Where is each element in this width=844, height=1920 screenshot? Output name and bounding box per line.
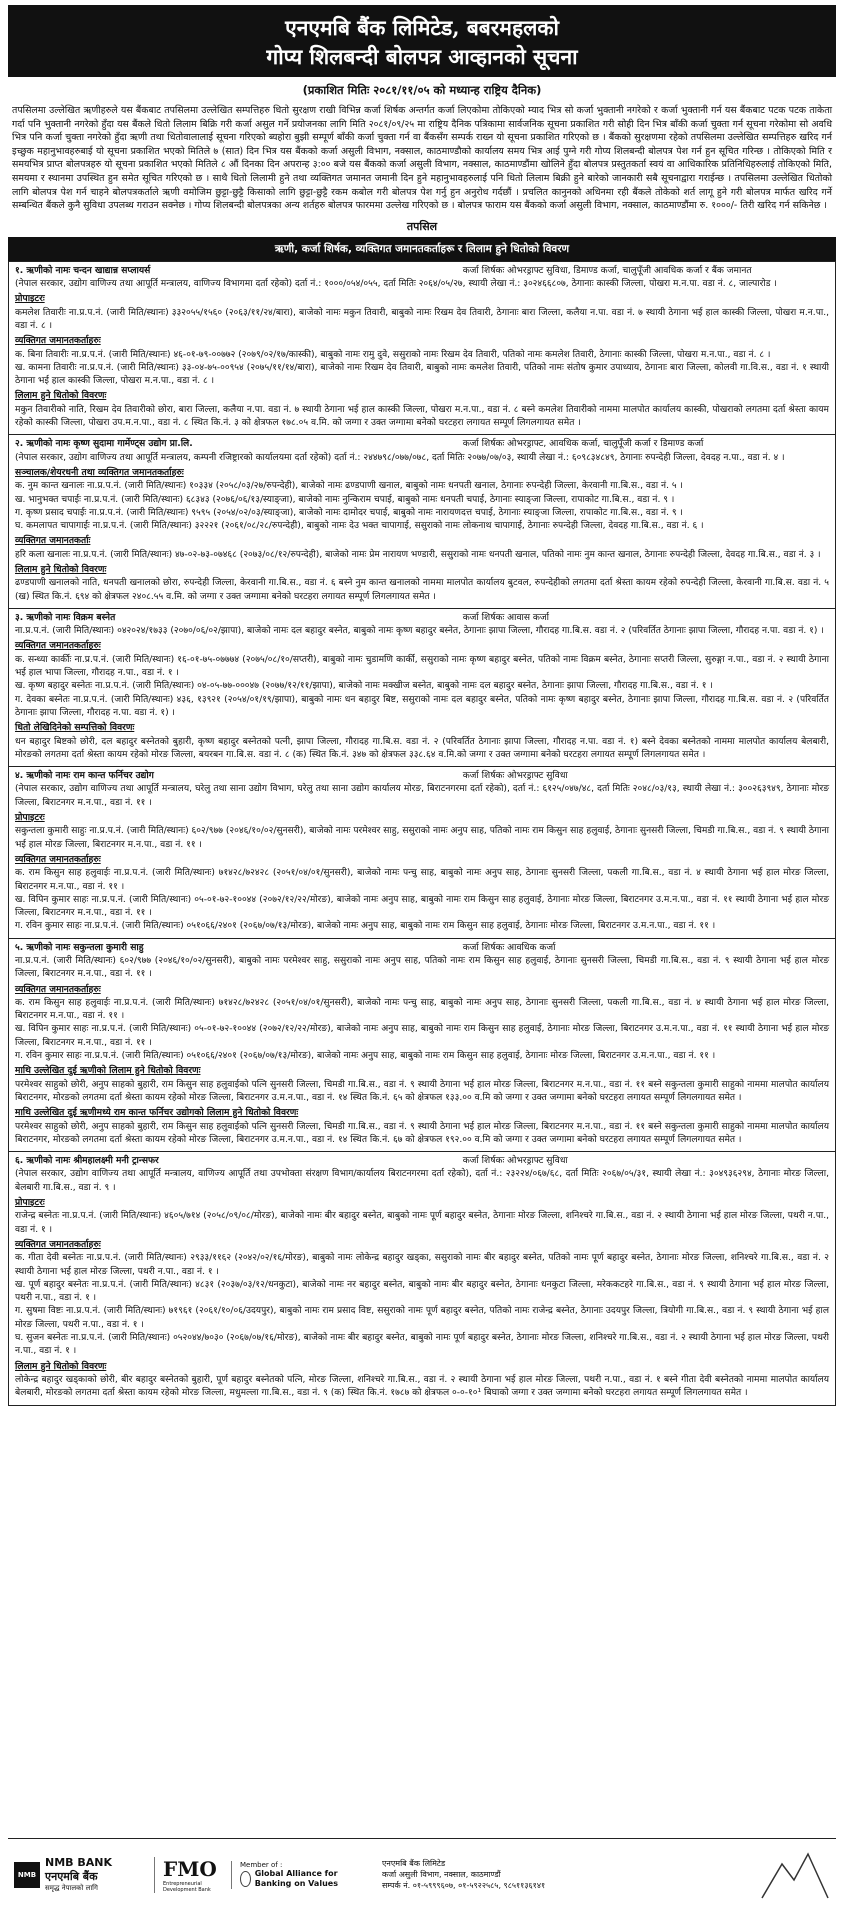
borrower-name: १. ऋणीको नामः चन्दन खाद्यान्न सप्लायर्स bbox=[15, 265, 151, 276]
block-item: क. राम किसुन साह हलुवाईः ना.प्र.प.नं. (जारी मिति/स्थानः) ७१४२८/७२४२८ (२०५१/०४/०१/सुनसरी), बाजेको नामः पन्चु साह, बाबुको नामः अनुप साह, ठेगानाः सुनसरी जिल्ला, पकली गा.बि.स., वडा नं. ४ स्थायी ठेगाना भई हाल मोरङ जिल्ला, बिराटनगर म.न.पा., वडा नं. ११ । bbox=[15, 997, 829, 1022]
notice-title-line1: एनएमबि बैंक लिमिटेड, बबरमहलको bbox=[285, 15, 559, 40]
block-item: ख. भानुभक्त चपाईः ना.प्र.प.नं. (जारी मिति/स्थानः) ६८३४३ (२०७६/०६/१३/स्याङ्जा), बाजेको नामः नुन्किराम चपाई, बाबुको नामः धनपती चपाई, ठेगानाः स्याङ्जा जिल्ला, रापाकोट गा.बि.स., वडा नं. ९ । bbox=[15, 494, 675, 505]
block-item: हरि कला खनालः ना.प्र.प.नं. (जारी मिति/स्थानः) ४७-०२-७३-०७४६८ (२०७३/०८/१२/रुपन्देही), बाजेको नामः प्रेम नारायण भण्डारी, ससुराको नामः धनपती खनाल, पतिको नामः नुम कान्त खनाल, ठेगानाः रुपन्देही जिल्ला, देवदह गा.बि.स., वडा नं. ३ । bbox=[15, 549, 821, 560]
block-item: ग. देवका बस्नेतः ना.प्र.प.नं. (जारी मिति/स्थानः) ४३६, १३९२१ (२०५४/०१/१९/झापा), बाबुको नामः धन बहादुर बिष्ट, ससुराको नामः दल बहादुर बस्नेत, पतिको नामः कृष्ण बहादुर बस्नेत, ठेगानाः झापा जिल्ला, गौरादह गा.बि.स. वडा नं. २ (परिवर्तित ठेगानाः झापा जिल्ला, गौरादह न.पा. वडा नं. १) । bbox=[15, 694, 829, 718]
borrower-name: २. ऋणीको नामः कृष्ण सुदामा गार्मेण्ट्स उद्योग प्रा.लि. bbox=[15, 439, 193, 450]
block-item: धन बहादुर बिष्टको छोरी, दल बहादुर बस्नेतको बुहारी, कृष्ण बहादुर बस्नेतको पत्नी, झापा जिल्ला, गौरादह गा.बि.स. वडा नं. २ (परिवर्तित ठेगानाः झापा जिल्ला, गौरादह न.पा. वडा नं. १) बस्ने देवका बस्नेतको नाममा मालपोत कार्यालय बेलबारी, मोरङको लगतमा दर्ता श्रेस्ता कायम रहेको मोरङ जिल्ला, बयरबन गा.बि.स. वडा नं. ८ (क) स्थित कि.नं. ३४७ को क्षेत्रफल ३३८.६४ व.मि.को जग्गा र उक्त जग्गामा बनेको घरटहरा लगायत सम्पूर्ण लिगलगायत समेत । bbox=[15, 736, 829, 760]
block-item: परमेश्वर साहुको छोरी, अनुप साहको बुहारी, राम किसुन साह हलुवाईको पत्नि सुनसरी जिल्ला, चिमडी गा.बि.स., वडा नं. ९ स्थायी ठेगाना भई हाल मोरङ जिल्ला, बिराटनगर म.न.पा., वडा नं. ११ बस्ने सकुन्तला कुमारी साहुको नाममा मालपोत कार्यालय बिराटनगर, मोरङको लगतमा दर्ता श्रेस्ता कायम रहेको मोरङ जिल्ला, बिराटनगर उ.म.न.पा., वडा नं. १४ स्थित कि.नं. ६७ को क्षेत्रफल १९२.०० व.मि को जग्गा र उक्त जग्गामा बनेको घरटहरा लगायत सम्पूर्ण लिगलगायत समेत । bbox=[15, 1121, 829, 1145]
borrower-heading-row bbox=[15, 612, 829, 625]
borrower-section bbox=[9, 1152, 835, 1404]
block-item: कमलेश तिवारीः ना.प्र.प.नं. (जारी मिति/स्थानः) ३३२०५५/१५६० (२०६३/११/२४/बारा), बाजेको नामः मकुन तिवारी, बाबुको नामः रिखम देव तिवारी, ठेगानाः बारा जिल्ला, कलैया न.पा. वडा नं. ७ स्थायी ठेगाना भई हाल कास्की जिल्ला, पोखरा म.न.पा., वडा नं. ८ । bbox=[15, 307, 829, 331]
loan-title: कर्जा शिर्षकः ओभरड्राफ्ट सुविधा bbox=[462, 1156, 568, 1167]
borrower-section bbox=[9, 767, 835, 939]
block-item: ख. कामना तिवारीः ना.प्र.प.नं. (जारी मिति/स्थानः) ३३-०४-७५-००९५४ (२०७५/११/१४/बारा), बाजेको नामः रिखम देव तिवारी, बाबुको नामः कमलेश तिवारी, पतिको नामः संतोष कुमार उपाध्याय, ठेगानाः बारा जिल्ला, कोलवी गा.वि.स., वडा नं. १ स्थायी ठेगाना भई हाल कास्की जिल्ला, पोखरा म.न.पा., वडा नं. ८ । bbox=[15, 362, 829, 387]
fmo-brand bbox=[154, 1857, 231, 1893]
footer bbox=[8, 1838, 836, 1910]
block-title: लिलाम हुने धितोको विवरणः bbox=[15, 391, 107, 402]
borrower-registration: (नेपाल सरकार, उद्योग वाणिज्य तथा आपूर्ति मन्त्रालय, वाणिज्य विभागमा दर्ता रहेको) दर्ता नं.: १०००/०५४/०५५, दर्ता मितिः २०६४/०५/२७, स्थायी लेखा नं.: ३०२४६६८०७, ठेगानाः कास्की जिल्ला, पोखरा म.न.पा. वडा नं. ८, जाल्पारोड । bbox=[15, 279, 777, 290]
block-item: क. राम किसुन साह हलुवाईः ना.प्र.प.नं. (जारी मिति/स्थानः) ७१४२८/७२४२८ (२०५१/०४/०१/सुनसरी), बाजेको नामः पन्चु साह, बाबुको नामः अनुप साह, ठेगानाः सुनसरी जिल्ला, पकली गा.बि.स., वडा नं. ४ स्थायी ठेगाना भई हाल मोरङ जिल्ला, बिराटनगर म.न.पा., वडा नं. ११ । bbox=[15, 868, 829, 892]
borrower-table bbox=[8, 261, 836, 1406]
block-title: व्यक्तिगत जमानतकर्ताहरुः bbox=[15, 1239, 101, 1250]
bank-address bbox=[368, 1858, 760, 1891]
block-title: व्यक्तिगत जमानतकर्ताहरुः bbox=[15, 984, 101, 995]
block-item: राजेन्द्र बस्नेतः ना.प्र.प.नं. (जारी मिति/स्थानः) ४६०५/७१४ (२०५८/०९/०८/मोरङ), बाजेको नामः बीर बहादुर बस्नेत, बाबुको नामः पूर्ण बहादुर बस्नेत, ठेगानाः मोरङ जिल्ला, शनिश्चरे गा.बि.स., वडा नं. २ स्थायी ठेगाना भई हाल मोरङ जिल्ला, पथरी न.पा., वडा नं. १ । bbox=[15, 1211, 829, 1235]
block-title: प्रोपाइटरः bbox=[15, 1198, 45, 1209]
borrower-heading-row bbox=[15, 265, 829, 278]
block-title: प्रोपाइटरः bbox=[15, 813, 45, 824]
loan-title: कर्जा शिर्षकः आवास कर्जा bbox=[462, 612, 550, 623]
block-title: माथि उल्लेखित दुई ऋणीमध्ये राम कान्त फर्निचर उद्योगको लिलाम हुने धितोको विवरणः bbox=[15, 1108, 299, 1119]
borrower-heading-row bbox=[15, 770, 829, 783]
table-header: ऋणी, कर्जा शिर्षक, व्यक्तिगत जमानतकर्ताहरू र लिलाम हुने धितोको विवरण bbox=[8, 237, 836, 261]
loan-title: कर्जा शिर्षकः ओभरड्राफ्ट सुविधा bbox=[462, 771, 568, 782]
nmb-logo-icon: NMB bbox=[14, 1862, 40, 1888]
gabv-text: Global Alliance for Banking on Values bbox=[254, 1868, 338, 1888]
publish-date: (प्रकाशित मितिः २०८१/११/०५ को मध्यान्ह राष्ट्रिय दैनिक) bbox=[302, 83, 542, 97]
intro-paragraph: तपसिलमा उल्लेखित ऋणीहरुले यस बैंकबाट तपसिलमा उल्लेखित सम्पत्तिहरु धितो सुरक्षण राखी विभिन्न कर्जा शिर्षक अन्तर्गत कर्जा लिएकोमा तोकिएको म्याद भित्र सो कर्जा भुक्तानी नगरेको र कर्जा भुक्तानी गर्न यस बैंकबाट पटक पटक ताकेता गर्दा पनि भुक्तानी नगरेको हुँदा यस बैंकले धितो लिलाम बिक्रि गरी कर्जा असुल गर्ने प्रयोजनका लागि मिति २०८१/०९/२५ मा राष्ट्रिय दैनिक पत्रिकामा सार्वजनिक सूचना प्रकाशित गरी सोही दिन भित्र बाँकी कर्जा चुक्ता गर्न सूचना गरेकोमा सो अवधि भित्र पनि कर्जा चुक्ता नगरेको हुँदा ऋणी तथा धितोवालालाई सूचना गरिएको ब्यहोरा बुझी सम्पूर्ण बाँकी कर्जा चुक्ता गर्न वा बैंकसँग सम्पर्क राख्न यो सूचना प्रकाशित गरिएको छ । बैंकको सुरक्षणमा रहेको तपसिलमा उल्लेखित सम्पत्तिहरु खरिद गर्न इच्छुक महानुभावहरुबाई यो सूचना प्रकाशित भएको मितिले ७ (सात) दिन भित्र यस बैंकको कर्जा असुली विभाग, नक्साल, काठमाण्डौको कार्यालय समय भित्र आई पुग्ने गरी गोप्य शिलबन्दी बोलपत्र पेश गर्न हुन सूचित गरिन्छ । तोकिएको मिति र समयभित्र प्राप्त बोलपत्रहरु यो सूचना प्रकाशित भएको मितिले ८ औं दिनका दिन अपरान्ह ३:०० बजे यस बैंकको कर्जा असुली विभाग, नक्साल, काठमाण्डौंमा खोलिने हुँदा बोलपत्र प्रस्तुतकर्ता स्वयं वा आधिकारिक प्रतिनिधिहरुलाई तोकिएको मिति, समयमा र स्थानमा उपस्थित हुन समेत सूचित गरिएको छ । साथै धितो लिलामी हुने तथा व्यक्तिगत जमानत जमानी दिन हुने महानुभावहरुलाई पनि धितो लिलाम बिक्री हुने बारेको जानकारी सबै सूचनाद्वारा गराईन्छ । तपसिलमा उल्लेखित धितोको लागि बोलपत्र पेश गर्न चाहने बोलपत्रकर्ताले ऋणी वमोजिम छुट्टा-छुट्टै किसाको लागि छुट्टा-छुट्टै रकम कबोल गरी बोलपत्र पेश गर्नु हुन अनुरोध गर्दछौं । प्रचलित कानुनको अधिनमा रही बैंकले तोकेको शर्त लागू हुने गरी बोलपत्र मार्फत खरिद गर्ने सम्बन्धित बैंकले कुनै सुविधा उपलब्ध गराउन सक्नेछ । गोप्य शिलबन्दी बोलपत्रका अन्य शर्तहरु बोलपत्र फारममा उल्लेख गरिएको छ । बोलपत्र फाराम यस बैंकको कर्जा असुली विभाग, नक्साल, काठमाण्डौंमा रु. १०००/- तिरी खरिद गर्न सकिनेछ । bbox=[12, 105, 833, 212]
borrower-heading-row bbox=[15, 942, 829, 955]
fmo-logo: FMO bbox=[163, 1856, 217, 1881]
block-item: ग. कृष्ण प्रसाद चपाईः ना.प्र.प.नं. (जारी मिति/स्थानः) ९५९५ (२०५४/०२/०३/स्याङ्जा), बाजेको नामः दामोदर चपाई, बाबुको नामः नारायणदत्त चपाई, ठेगानाः स्याङ्जा जिल्ला, रापाकोट गा.बि.स., वडा नं. ९ । bbox=[15, 507, 683, 518]
notice-title-line2: गोप्य शिलबन्दी बोलपत्र आव्हानको सूचना bbox=[266, 44, 578, 69]
block-item: ख. विपिन कुमार साहः ना.प्र.प.नं. (जारी मिति/स्थानः) ०५-०१-७२-१००४४ (२०७२/१२/२२/मोरङ), बाजेको नामः अनुप साह, बाबुको नामः राम किसुन साह हलुवाई, ठेगानाः मोरङ जिल्ला, बिराटनगर उ.म.न.पा., वडा नं. ११ स्थायी ठेगाना भई हाल मोरङ जिल्ला, बिराटनगर म.न.पा., वडा नं. ११ । bbox=[15, 1024, 829, 1048]
nmb-name-np: एनएमबि बैंक bbox=[45, 1870, 98, 1883]
member-of-label: Member of : bbox=[240, 1860, 283, 1869]
block-item: लोकेन्द्र बहादुर खड्काको छोरी, बीर बहादुर बस्नेतको बुहारी, पूर्ण बहादुर बस्नेतको पत्नि, मोरङ जिल्ला, शनिश्चरे गा.बि.स., वडा नं. २ स्थायी ठेगाना भई हाल मोरङ जिल्ला, पथरी न.पा., वडा नं. १ बस्ने गीता देवी बस्नेतको नाममा मालपोत कार्यालय बेलबारी, मोरङको लगतमा दर्ता श्रेस्ता कायम रहेको मोरङ जिल्ला, मधुमल्ला गा.बि.स., वडा नं. ९ (क) स्थित कि.नं. १७८७ को क्षेत्रफल ०-०-१०¹ बिघाको जग्गा र उक्त जग्गामा बनेको घरटहरा लगायत सम्पूर्ण लिगलगायत समेत । bbox=[15, 1374, 829, 1399]
nmb-name-en: NMB BANK bbox=[45, 1856, 112, 1869]
block-title: लिलाम हुने धितोको विवरणः bbox=[15, 1361, 107, 1372]
fmo-subtitle: Entrepreneurial Development Bank bbox=[163, 1880, 211, 1893]
borrower-section bbox=[9, 435, 835, 609]
borrower-section bbox=[9, 609, 835, 767]
loan-title: कर्जा शिर्षकः ओभरड्राफ्ट सुविधा, डिमाण्ड कर्जा, चालुपूँजी आवधिक कर्जा र बैंक जमानत bbox=[462, 265, 752, 276]
address-line1: एनएमबि बैंक लिमिटेड bbox=[382, 1859, 446, 1868]
gabv-name bbox=[240, 1869, 360, 1889]
borrower-registration: (नेपाल सरकार, उद्योग वाणिज्य तथा आपूर्ति मन्त्रालय, कम्पनी रजिष्ट्रारको कार्यालयमा दर्ता रहेको) दर्ता नं.: २४४७९८/०७७/०७८, दर्ता मितिः २०७७/०७/०३, स्थायी लेखा नं.: ६०९८३४८४९, ठेगानाः रुपन्देही जिल्ला, देवदह न.पा., वडा नं. ४ । bbox=[15, 452, 785, 463]
block-title: व्यक्तिगत जमानतकर्ताहरुः bbox=[15, 641, 101, 652]
borrower-name: ४. ऋणीको नामः राम कान्त फर्निचर उद्योग bbox=[15, 771, 154, 782]
address-line3: सम्पर्क नं. ०१-५९९९६०७, ०१-५९२२५८५, ९८५११३६१४१ bbox=[382, 1881, 546, 1890]
block-item: ख. पूर्ण बहादुर बस्नेतः ना.प्र.प.नं. (जारी मिति/स्थानः) ४८३१ (२०३७/०३/१२/धनकुटा), बाजेको नामः नर बहादुर बस्नेत, बाबुको नामः बीर बहादुर बस्नेत, ठेगानाः धनकुटा जिल्ला, मरेककटहरे गा.बि.स., वडा नं. ९ स्थायी ठेगाना भई हाल मोरङ जिल्ला, पथरी न.पा., वडा नं. १ । bbox=[15, 1279, 829, 1304]
block-item: क. गीता देवी बस्नेतः ना.प्र.प.नं. (जारी मिति/स्थानः) २९३३/११६२ (२०४२/०२/१६/मोरङ), बाबुको नामः लोकेन्द्र बहादुर खड्का, ससुराको नामः बीर बहादुर बस्नेत, पतिको नामः पूर्ण बहादुर बस्नेत, ठेगानाः मोरङ जिल्ला, शनिश्चरे गा.बि.स., वडा नं. २ स्थायी ठेगाना भई हाल मोरङ जिल्ला, पथरी न.पा., वडा नं. १ । bbox=[15, 1253, 829, 1277]
block-title: व्यक्तिगत जमानतकर्ताः bbox=[15, 536, 91, 547]
nmb-tagline: समृद्ध नेपालको लागि bbox=[45, 1884, 98, 1892]
block-title: लिलाम हुने धितोको विवरणः bbox=[15, 564, 107, 575]
nmb-brand bbox=[14, 1856, 154, 1893]
borrower-heading-row bbox=[15, 1155, 829, 1168]
notice-page bbox=[8, 5, 836, 1910]
block-item: ख. विपिन कुमार साहः ना.प्र.प.नं. (जारी मिति/स्थानः) ०५-०१-७२-१००४४ (२०७२/१२/२२/मोरङ), बाजेको नामः अनुप साह, बाबुको नामः राम किसुन साह हलुवाई, ठेगानाः मोरङ जिल्ला, बिराटनगर उ.म.न.पा., वडा नं. ११ स्थायी ठेगाना भई हाल मोरङ जिल्ला, बिराटनगर म.न.पा., वडा नं. ११ । bbox=[15, 894, 829, 919]
borrower-name: ३. ऋणीको नामः विक्रम बस्नेत bbox=[15, 612, 116, 623]
block-item: मकुन तिवारीको नाति, रिखम देव तिवारीको छोरा, बारा जिल्ला, कलैया न.पा. वडा नं. ७ स्थायी ठेगाना भई हाल कास्की जिल्ला, पोखरा म.न.पा., वडा नं. ८ बस्ने कमलेश तिवारीको नाममा मालपोत कार्यालय कास्की, पोखराको लगतमा दर्ता श्रेस्ता कायम रहेको कास्की जिल्ला, पोखरा उप.म.न.पा., वडा नं. ८ स्थित कि.नं. ३ को क्षेत्रफल १७८.०५ व.मि. को जग्गा र उक्त जग्गामा बनेको घरटहरा लगायत सम्पूर्ण लिगलगायत समेत । bbox=[15, 404, 829, 429]
block-item: क. नुम कान्त खनालः ना.प्र.प.नं. (जारी मिति/स्थानः) १०३३४ (२०५८/०३/२७/रुपन्देही), बाजेको नामः ढण्डपाणी खनाल, बाबुको नामः धनपती खनाल, ठेगानाः रुपन्देही जिल्ला, केरवानी गा.बि.स., वडा नं. ५ । bbox=[15, 481, 683, 492]
borrower-section bbox=[9, 262, 835, 436]
block-title: व्यक्तिगत जमानतकर्ताहरुः bbox=[15, 336, 101, 347]
borrower-heading-row bbox=[15, 438, 829, 451]
block-title: व्यक्तिगत जमानतकर्ताहरुः bbox=[15, 854, 101, 865]
tapsil-title: तपसिल bbox=[406, 219, 438, 233]
block-item: क. सन्ध्या कार्कीः ना.प्र.प.नं. (जारी मिति/स्थानः) १६-०१-७५-०७७७४ (२०७५/०८/१०/सप्तरी), बाबुको नामः चुडामणि कार्की, ससुराको नामः कृष्ण बहादुर बस्नेत, पतिको नामः विक्रम बस्नेत, ठेगानाः सप्तरी जिल्ला, सुरुङ्गा न.पा., वडा नं. २ स्थायी ठेगाना भई हाल भापा जिल्ला, गौरादह न.पा., वडा नं. १ । bbox=[15, 654, 829, 679]
block-item: क. बिना तिवारीः ना.प्र.प.नं. (जारी मिति/स्थानः) ४६-०१-७९-००७७२ (२०७९/०२/१७/कास्की), बाबुको नामः रामु दुवे, ससुराको नामः रिखम देव तिवारी, पतिको नामः कमलेश तिवारी, ठेगानाः कास्की जिल्ला, पोखरा म.न.पा., वडा नं. ८ । bbox=[15, 349, 771, 360]
borrower-section bbox=[9, 939, 835, 1152]
borrower-registration: (नेपाल सरकार, उद्योग वाणिज्य तथा आपूर्ति मन्त्रालय, वाणिज्य आपूर्ति तथा उपभोक्ता संरक्षण विभाग/कार्यालय बिराटनगरमा दर्ता रहेको), दर्ता नं.: २३२२४/०६७/६८, दर्ता मितिः २०६७/०५/३१, स्थायी लेखा नं.: ३०४९३६२९४, ठेगानाः मोरङ जिल्ला, बेलबारी गा.बि.स., वडा नं. ९ । bbox=[15, 1169, 829, 1193]
loan-title: कर्जा शिर्षकः ओभरड्राफ्ट, आवधिक कर्जा, चालुपूँजी कर्जा र डिमाण्ड कर्जा bbox=[462, 439, 704, 450]
block-title: प्रोपाइटरः bbox=[15, 294, 45, 305]
loan-title: कर्जा शिर्षकः आवधिक कर्जा bbox=[462, 942, 556, 953]
block-item: ग. रविन कुमार साहः ना.प्र.प.नं. (जारी मिति/स्थानः) ०५१०६६/२४०१ (२०६७/०७/१३/मोरङ), बाजेको नामः अनुप साह, बाबुको नामः राम किसुन साह हलुवाई, ठेगानाः मोरङ जिल्ला, बिराटनगर उ.म.न.पा., वडा नं. ११ । bbox=[15, 1051, 716, 1062]
block-item: ग. सुषमा विष्टः ना.प्र.प.नं. (जारी मिति/स्थानः) ७१९६१ (२०६१/१०/०६/उदयपुर), बाबुको नामः राम प्रसाद विष्ट, ससुराको नामः पूर्ण बहादुर बस्नेत, पतिको नामः राजेन्द्र बस्नेत, ठेगानाः उदयपुर जिल्ला, त्रियोगी गा.बि.स., वडा नं. ९ स्थायी ठेगाना भई हाल मोरङ जिल्ला, पथरी न.पा., वडा नं. १ । bbox=[15, 1306, 829, 1330]
borrower-registration: ना.प्र.प.नं. (जारी मिति/स्थानः) ०४२०२४/१७३३ (२०७०/०६/०२/झापा), बाजेको नामः दल बहादुर बस्नेत, बाबुको नामः कृष्ण बहादुर बस्नेत, ठेगानाः झापा जिल्ला, गौरादह गा.बि.स. वडा नं. २ (परिवर्तित ठेगानाः झापा जिल्ला, गौरादह न.पा. वडा नं. १) । bbox=[15, 626, 824, 637]
block-title: माथि उल्लेखित दुई ऋणीको लिलाम हुने धितोको विवरणः bbox=[15, 1066, 201, 1077]
borrower-name: ५. ऋणीको नामः सकुन्तला कुमारी साहु bbox=[15, 942, 144, 953]
block-item: ग. रविन कुमार साहः ना.प्र.प.नं. (जारी मिति/स्थानः) ०५१०६६/२४०१ (२०६७/०७/१३/मोरङ), बाजेको नामः अनुप साह, बाबुको नामः राम किसुन साह हलुवाई, ठेगानाः मोरङ जिल्ला, बिराटनगर उ.म.न.पा., वडा नं. ११ । bbox=[15, 921, 716, 932]
borrower-registration: (नेपाल सरकार, उद्योग वाणिज्य तथा आपूर्ति मन्त्रालय, घरेलु तथा साना उद्योग विभाग, घरेलु तथा साना उद्योग कार्यालय मोरङ, बिराटनगरमा दर्ता रहेको), दर्ता नं.: ६१२५/०४७/४८, दर्ता मितिः २०४८/०३/१३, स्थायी लेखा नं.: ३००२६३९४९, ठेगानाः मोरङ जिल्ला, बिराटनगर म.न.पा., वडा नं. ११ । bbox=[15, 784, 829, 808]
mountain-logo-icon bbox=[760, 1850, 830, 1900]
block-item: ढण्डपाणी खनालको नाति, धनपती खनालको छोरा, रुपन्देही जिल्ला, केरवानी गा.बि.स., वडा नं. ६ बस्ने नुम कान्त खनालको नाममा मालपोत कार्यालय बुटवल, रुपन्देहीको लगतमा दर्ता श्रेस्ता कायम रहेको रुपन्देही जिल्ला, केरवानी गा.बि.स. वडा नं. ५ (ख) स्थित कि.नं. ६९४ को क्षेत्रफल २४०८.५५ व.मि. को जग्गा र उक्त जग्गामा बनेको घरटहरा लगायत सम्पूर्ण लिगलगायत समेत । bbox=[15, 578, 829, 602]
block-item: परमेश्वर साहुको छोरी, अनुप साहको बुहारी, राम किसुन साह हलुवाईको पत्नि सुनसरी जिल्ला, चिमडी गा.बि.स., वडा नं. ९ स्थायी ठेगाना भई हाल मोरङ जिल्ला, बिराटनगर म.न.पा., वडा नं. ११ बस्ने सकुन्तला कुमारी साहुको नाममा मालपोत कार्यालय बिराटनगर, मोरङको लगतमा दर्ता श्रेस्ता कायम रहेको मोरङ जिल्ला, बिराटनगर उ.म.न.पा., वडा नं. १४ स्थित कि.नं. ६५ को क्षेत्रफल १३३.०० व.मि को जग्गा र उक्त जग्गामा बनेको घरटहरा लगायत सम्पूर्ण लिगलगायत समेत । bbox=[15, 1079, 829, 1103]
gabv-logo-icon bbox=[240, 1871, 251, 1887]
address-line2: कर्जा असुली विभाग, नक्साल, काठमाण्डौं bbox=[382, 1870, 501, 1879]
block-item: घ. कमलापत चापागाईः ना.प्र.प.नं. (जारी मिति/स्थानः) ३२२२१ (२०६१/०८/२८/रुपन्देही), बाबुको नामः देउ भक्त चापागाई, ससुराको नामः लोकनाथ चापागाई, ठेगानाः रुपन्देही जिल्ला, देवदह गा.बि.स., वडा नं. ६ । bbox=[15, 521, 704, 532]
borrower-name: ६. ऋणीको नामः श्रीमहालक्ष्मी मनी ट्रान्सफर bbox=[15, 1156, 159, 1167]
borrower-registration: ना.प्र.प.नं. (जारी मिति/स्थानः) ६०२/९७७ (२०४६/१०/०२/सुनसरी), बाबुको नामः परमेश्वर साहु, ससुराको नामः अनुप साह, पतिको नामः राम किसुन साह हलुवाई, ठेगानाः सुनसरी जिल्ला, चिमडी गा.बि.स., वडा नं. ९ स्थायी ठेगाना भई हाल मोरङ जिल्ला, बिराटनगर म.न.पा., वडा नं. ११ । bbox=[15, 956, 829, 980]
block-item: सकुन्तला कुमारी साहुः ना.प्र.प.नं. (जारी मिति/स्थानः) ६०२/९७७ (२०४६/१०/०२/सुनसरी), बाजेको नामः परमेश्वर साहु, ससुराको नामः अनुप साह, पतिको नामः राम किसुन साह हलुवाई, ठेगानाः सुनसरी जिल्ला, चिमडी गा.बि.स., वडा नं. ९ स्थायी ठेगाना भई हाल मोरङ जिल्ला, बिराटनगर म.न.पा., वडा नं. ११ । bbox=[15, 826, 830, 850]
block-item: घ. सुजन बस्नेतः ना.प्र.प.नं. (जारी मिति/स्थानः) ०५२०४४/७०३० (२०६७/०७/१६/मोरङ), बाजेको नामः बीर बहादुर बस्नेत, बाबुको नामः पूर्ण बहादुर बस्नेत, ठेगानाः मोरङ जिल्ला, शनिश्चरे गा.बि.स., वडा नं. २ स्थायी ठेगाना भई हाल मोरङ जिल्ला, पथरी न.पा., वडा नं. १ । bbox=[15, 1333, 829, 1357]
block-title: धितो लेखिदिनेको सम्पत्तिको विवरणः bbox=[15, 723, 135, 734]
notice-header bbox=[8, 5, 836, 77]
gabv-membership bbox=[231, 1861, 368, 1889]
block-item: ख. कृष्ण बहादुर बस्नेतः ना.प्र.प.नं. (जारी मिति/स्थानः) ०४-०५-७७-०००४७ (२०७७/१२/११/झापा), बाजेको नामः मक्खीज बस्नेत, बाबुको नामः दल बहादुर बस्नेत, ठेगानाः झापा जिल्ला, गौरादह गा.बि.स., वडा नं. १ । bbox=[15, 681, 713, 692]
block-title: सञ्चालक/शेयरधनी तथा व्यक्तिगत जमानतकर्ताहरुः bbox=[15, 467, 184, 478]
